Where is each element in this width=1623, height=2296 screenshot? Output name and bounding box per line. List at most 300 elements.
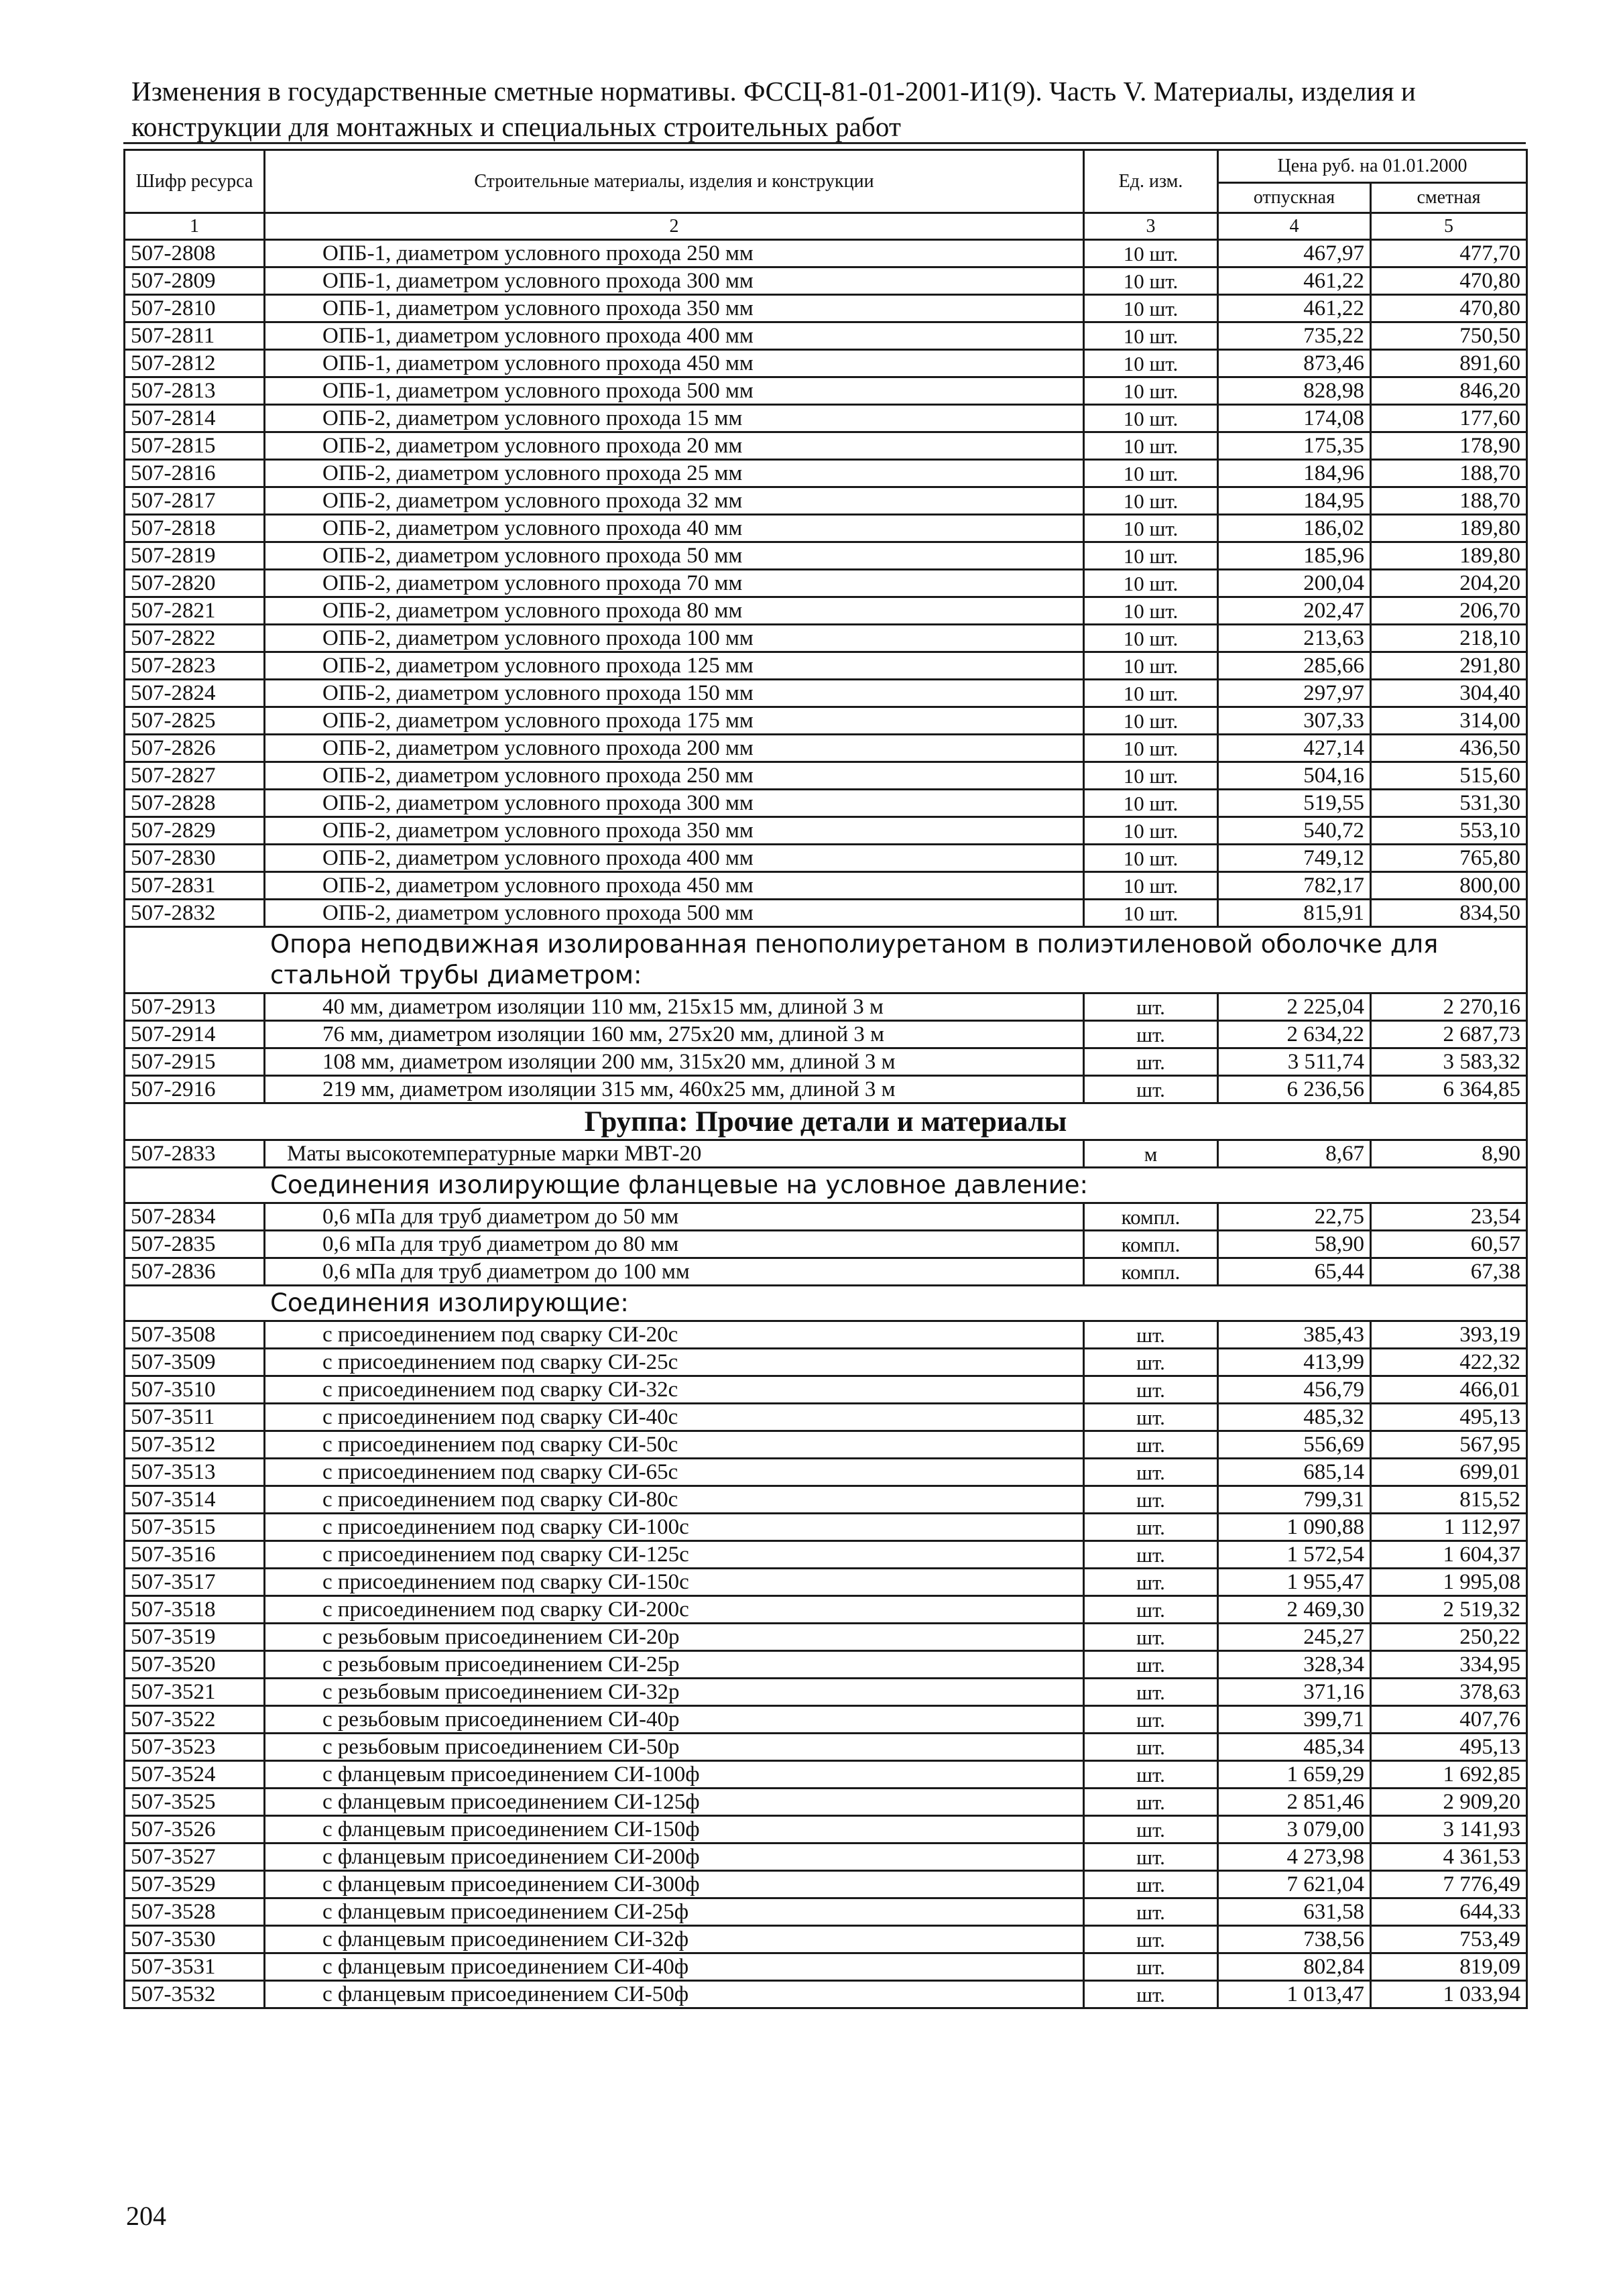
estimate-price: 189,80 (1371, 542, 1527, 570)
group-title: Группа: Прочие детали и материалы (125, 1103, 1527, 1140)
release-price: 6 236,56 (1218, 1076, 1371, 1103)
unit-of-measure: компл. (1084, 1231, 1218, 1258)
table-row (125, 322, 1527, 350)
release-price: 213,63 (1218, 625, 1371, 652)
material-name: с присоединением под сварку СИ-100с (265, 1514, 1084, 1541)
table-row (125, 350, 1527, 377)
estimate-price: 436,50 (1371, 735, 1527, 762)
table-row (125, 1541, 1527, 1569)
material-name: 0,6 мПа для труб диаметром до 50 мм (265, 1203, 1084, 1231)
resource-code: 507-2914 (125, 1021, 265, 1048)
resource-code: 507-2828 (125, 790, 265, 817)
table-row (125, 1258, 1527, 1286)
estimate-price: 189,80 (1371, 515, 1527, 542)
unit-of-measure: шт. (1084, 1898, 1218, 1926)
release-price: 371,16 (1218, 1679, 1371, 1706)
release-price: 4 273,98 (1218, 1844, 1371, 1871)
material-name: ОПБ-1, диаметром условного прохода 350 мм (265, 295, 1084, 322)
material-name: ОПБ-2, диаметром условного прохода 300 мм (265, 790, 1084, 817)
release-price: 467,97 (1218, 240, 1371, 267)
estimate-price: 470,80 (1371, 267, 1527, 295)
table-row (125, 597, 1527, 625)
table-row (125, 1926, 1527, 1953)
resource-code: 507-2811 (125, 322, 265, 350)
estimate-price: 1 033,94 (1371, 1981, 1527, 2008)
material-name: ОПБ-2, диаметром условного прохода 150 мм (265, 680, 1084, 707)
unit-of-measure: шт. (1084, 1021, 1218, 1048)
release-price: 184,96 (1218, 460, 1371, 487)
release-price: 413,99 (1218, 1349, 1371, 1376)
estimate-price: 177,60 (1371, 405, 1527, 432)
resource-code: 507-2808 (125, 240, 265, 267)
resource-code: 507-2915 (125, 1048, 265, 1076)
unit-of-measure: 10 шт. (1084, 790, 1218, 817)
unit-of-measure: 10 шт. (1084, 350, 1218, 377)
release-price: 519,55 (1218, 790, 1371, 817)
section-title-opora: Опора неподвижная изолированная пенополиуретаном в полиэтиленовой оболочке для стальной трубы диаметром: (125, 927, 1527, 993)
release-price: 3 079,00 (1218, 1816, 1371, 1844)
resource-code: 507-2823 (125, 652, 265, 680)
release-price: 631,58 (1218, 1898, 1371, 1926)
unit-of-measure: 10 шт. (1084, 597, 1218, 625)
resource-code: 507-3527 (125, 1844, 265, 1871)
estimate-price: 891,60 (1371, 350, 1527, 377)
release-price: 802,84 (1218, 1953, 1371, 1981)
table-row (125, 1898, 1527, 1926)
release-price: 185,96 (1218, 542, 1371, 570)
unit-of-measure: 10 шт. (1084, 817, 1218, 845)
release-price: 485,34 (1218, 1734, 1371, 1761)
resource-code: 507-2834 (125, 1203, 265, 1231)
release-price: 1 659,29 (1218, 1761, 1371, 1789)
resource-code: 507-3509 (125, 1349, 265, 1376)
release-price: 685,14 (1218, 1459, 1371, 1486)
resource-code: 507-2814 (125, 405, 265, 432)
release-price: 184,95 (1218, 487, 1371, 515)
table-row (125, 707, 1527, 735)
table-row (125, 1404, 1527, 1431)
estimate-price: 334,95 (1371, 1651, 1527, 1679)
table-row (125, 515, 1527, 542)
estimate-price: 6 364,85 (1371, 1076, 1527, 1103)
header-line-1: Изменения в государственные сметные нормативы. ФССЦ-81-01-2001-И1(9). Часть V. Материалы, изделия и (131, 76, 1416, 107)
estimate-price: 422,32 (1371, 1349, 1527, 1376)
material-name: 40 мм, диаметром изоляции 110 мм, 215х15 мм, длиной 3 м (265, 993, 1084, 1021)
release-price: 1 955,47 (1218, 1569, 1371, 1596)
resource-code: 507-3512 (125, 1431, 265, 1459)
unit-of-measure: шт. (1084, 1651, 1218, 1679)
table-row (125, 570, 1527, 597)
unit-of-measure: 10 шт. (1084, 570, 1218, 597)
unit-of-measure: 10 шт. (1084, 707, 1218, 735)
material-name: с фланцевым присоединением СИ-200ф (265, 1844, 1084, 1871)
release-price: 328,34 (1218, 1651, 1371, 1679)
resource-code: 507-2916 (125, 1076, 265, 1103)
material-name: с присоединением под сварку СИ-40с (265, 1404, 1084, 1431)
resource-code: 507-3510 (125, 1376, 265, 1404)
resource-code: 507-2815 (125, 432, 265, 460)
unit-of-measure: 10 шт. (1084, 652, 1218, 680)
unit-of-measure: шт. (1084, 1596, 1218, 1624)
resource-code: 507-2831 (125, 872, 265, 900)
unit-of-measure: 10 шт. (1084, 460, 1218, 487)
unit-of-measure: 10 шт. (1084, 405, 1218, 432)
unit-of-measure: шт. (1084, 1871, 1218, 1898)
header-name: Строительные материалы, изделия и конструкции (265, 150, 1084, 213)
material-name: с присоединением под сварку СИ-200с (265, 1596, 1084, 1624)
table-row (125, 1140, 1527, 1168)
material-name: ОПБ-2, диаметром условного прохода 15 мм (265, 405, 1084, 432)
estimate-price: 1 995,08 (1371, 1569, 1527, 1596)
estimate-price: 567,95 (1371, 1431, 1527, 1459)
unit-of-measure: шт. (1084, 1953, 1218, 1981)
estimate-price: 60,57 (1371, 1231, 1527, 1258)
material-name: ОПБ-2, диаметром условного прохода 20 мм (265, 432, 1084, 460)
header-price-release: отпускная (1218, 183, 1371, 213)
table-row (125, 487, 1527, 515)
estimate-price: 23,54 (1371, 1203, 1527, 1231)
material-name: с фланцевым присоединением СИ-300ф (265, 1871, 1084, 1898)
unit-of-measure: шт. (1084, 1404, 1218, 1431)
header-line-2: конструкции для монтажных и специальных строительных работ (131, 111, 902, 142)
table-row (125, 1981, 1527, 2008)
release-price: 175,35 (1218, 432, 1371, 460)
material-name: 0,6 мПа для труб диаметром до 80 мм (265, 1231, 1084, 1258)
material-name: с присоединением под сварку СИ-125с (265, 1541, 1084, 1569)
estimate-price: 2 687,73 (1371, 1021, 1527, 1048)
column-number: 2 (265, 213, 1084, 240)
table-row (125, 1021, 1527, 1048)
section-title-isolating: Соединения изолирующие: (125, 1286, 1527, 1321)
material-name: с фланцевым присоединением СИ-25ф (265, 1898, 1084, 1926)
estimate-price: 531,30 (1371, 790, 1527, 817)
table-row (125, 1624, 1527, 1651)
estimate-price: 495,13 (1371, 1404, 1527, 1431)
estimate-price: 765,80 (1371, 845, 1527, 872)
material-name: с фланцевым присоединением СИ-40ф (265, 1953, 1084, 1981)
unit-of-measure: шт. (1084, 1569, 1218, 1596)
table-row (125, 1514, 1527, 1541)
unit-of-measure: шт. (1084, 1431, 1218, 1459)
page-header (131, 74, 1522, 145)
unit-of-measure: шт. (1084, 1761, 1218, 1789)
material-name: ОПБ-2, диаметром условного прохода 70 мм (265, 570, 1084, 597)
release-price: 297,97 (1218, 680, 1371, 707)
release-price: 504,16 (1218, 762, 1371, 790)
table-row (125, 762, 1527, 790)
resource-code: 507-2821 (125, 597, 265, 625)
estimate-price: 378,63 (1371, 1679, 1527, 1706)
material-name: ОПБ-2, диаметром условного прохода 32 мм (265, 487, 1084, 515)
resource-code: 507-3514 (125, 1486, 265, 1514)
resource-code: 507-2825 (125, 707, 265, 735)
material-name: ОПБ-1, диаметром условного прохода 400 мм (265, 322, 1084, 350)
estimate-price: 819,09 (1371, 1953, 1527, 1981)
material-name: с резьбовым присоединением СИ-50р (265, 1734, 1084, 1761)
table-row (125, 432, 1527, 460)
estimate-price: 495,13 (1371, 1734, 1527, 1761)
estimate-price: 750,50 (1371, 322, 1527, 350)
material-name: ОПБ-2, диаметром условного прохода 25 мм (265, 460, 1084, 487)
release-price: 749,12 (1218, 845, 1371, 872)
estimate-price: 466,01 (1371, 1376, 1527, 1404)
material-name: с резьбовым присоединением СИ-25р (265, 1651, 1084, 1679)
resource-code: 507-3516 (125, 1541, 265, 1569)
estimate-price: 699,01 (1371, 1459, 1527, 1486)
release-price: 427,14 (1218, 735, 1371, 762)
material-name: ОПБ-2, диаметром условного прохода 125 мм (265, 652, 1084, 680)
resource-code: 507-3520 (125, 1651, 265, 1679)
estimate-price: 2 270,16 (1371, 993, 1527, 1021)
material-name: с фланцевым присоединением СИ-150ф (265, 1816, 1084, 1844)
header-price-estimate: сметная (1371, 183, 1527, 213)
table-row (125, 1376, 1527, 1404)
table-row (125, 1871, 1527, 1898)
estimate-price: 644,33 (1371, 1898, 1527, 1926)
material-name: ОПБ-2, диаметром условного прохода 500 мм (265, 900, 1084, 927)
section-title-flange: Соединения изолирующие фланцевые на условное давление: (125, 1168, 1527, 1203)
release-price: 202,47 (1218, 597, 1371, 625)
release-price: 1 572,54 (1218, 1541, 1371, 1569)
unit-of-measure: 10 шт. (1084, 625, 1218, 652)
material-name: ОПБ-2, диаметром условного прохода 100 мм (265, 625, 1084, 652)
material-name: с присоединением под сварку СИ-25с (265, 1349, 1084, 1376)
resource-code: 507-3530 (125, 1926, 265, 1953)
material-name: с присоединением под сварку СИ-20с (265, 1321, 1084, 1349)
unit-of-measure: 10 шт. (1084, 845, 1218, 872)
release-price: 2 225,04 (1218, 993, 1371, 1021)
material-name: ОПБ-2, диаметром условного прохода 40 мм (265, 515, 1084, 542)
column-number: 1 (125, 213, 265, 240)
estimate-price: 4 361,53 (1371, 1844, 1527, 1871)
table-row (125, 872, 1527, 900)
estimate-price: 178,90 (1371, 432, 1527, 460)
table-row (125, 1048, 1527, 1076)
price-table (123, 149, 1528, 2009)
estimate-price: 553,10 (1371, 817, 1527, 845)
release-price: 556,69 (1218, 1431, 1371, 1459)
resource-code: 507-3524 (125, 1761, 265, 1789)
unit-of-measure: компл. (1084, 1258, 1218, 1286)
unit-of-measure: шт. (1084, 1076, 1218, 1103)
unit-of-measure: 10 шт. (1084, 295, 1218, 322)
estimate-price: 1 112,97 (1371, 1514, 1527, 1541)
resource-code: 507-3515 (125, 1514, 265, 1541)
table-row (125, 295, 1527, 322)
release-price: 461,22 (1218, 295, 1371, 322)
material-name: с присоединением под сварку СИ-80с (265, 1486, 1084, 1514)
unit-of-measure: шт. (1084, 1734, 1218, 1761)
resource-code: 507-3532 (125, 1981, 265, 2008)
material-name: ОПБ-1, диаметром условного прохода 450 мм (265, 350, 1084, 377)
resource-code: 507-3513 (125, 1459, 265, 1486)
material-name: ОПБ-2, диаметром условного прохода 400 мм (265, 845, 1084, 872)
table-row (125, 1076, 1527, 1103)
release-price: 828,98 (1218, 377, 1371, 405)
table-row (125, 845, 1527, 872)
header-unit: Ед. изм. (1084, 150, 1218, 213)
unit-of-measure: м (1084, 1140, 1218, 1168)
table-row (125, 1761, 1527, 1789)
release-price: 22,75 (1218, 1203, 1371, 1231)
table-row (125, 240, 1527, 267)
unit-of-measure: шт. (1084, 1048, 1218, 1076)
resource-code: 507-2830 (125, 845, 265, 872)
unit-of-measure: 10 шт. (1084, 322, 1218, 350)
estimate-price: 815,52 (1371, 1486, 1527, 1514)
estimate-price: 2 519,32 (1371, 1596, 1527, 1624)
resource-code: 507-3526 (125, 1816, 265, 1844)
material-name: ОПБ-2, диаметром условного прохода 80 мм (265, 597, 1084, 625)
estimate-price: 291,80 (1371, 652, 1527, 680)
section-row (125, 1286, 1527, 1321)
release-price: 782,17 (1218, 872, 1371, 900)
release-price: 186,02 (1218, 515, 1371, 542)
material-name: ОПБ-2, диаметром условного прохода 250 мм (265, 762, 1084, 790)
estimate-price: 8,90 (1371, 1140, 1527, 1168)
material-name: ОПБ-2, диаметром условного прохода 200 мм (265, 735, 1084, 762)
table-row (125, 1569, 1527, 1596)
estimate-price: 407,76 (1371, 1706, 1527, 1734)
estimate-price: 2 909,20 (1371, 1789, 1527, 1816)
section-row (125, 927, 1527, 993)
estimate-price: 477,70 (1371, 240, 1527, 267)
resource-code: 507-2826 (125, 735, 265, 762)
unit-of-measure: шт. (1084, 1679, 1218, 1706)
header-rule (123, 142, 1526, 144)
release-price: 385,43 (1218, 1321, 1371, 1349)
release-price: 399,71 (1218, 1706, 1371, 1734)
unit-of-measure: 10 шт. (1084, 762, 1218, 790)
table-row (125, 817, 1527, 845)
estimate-price: 188,70 (1371, 487, 1527, 515)
release-price: 1 013,47 (1218, 1981, 1371, 2008)
table-row (125, 1953, 1527, 1981)
estimate-price: 204,20 (1371, 570, 1527, 597)
release-price: 65,44 (1218, 1258, 1371, 1286)
release-price: 3 511,74 (1218, 1048, 1371, 1076)
table-row (125, 460, 1527, 487)
header-price: Цена руб. на 01.01.2000 (1218, 150, 1527, 183)
table-row (125, 652, 1527, 680)
table-row (125, 1321, 1527, 1349)
unit-of-measure: 10 шт. (1084, 542, 1218, 570)
unit-of-measure: шт. (1084, 1459, 1218, 1486)
estimate-price: 206,70 (1371, 597, 1527, 625)
material-name: 219 мм, диаметром изоляции 315 мм, 460х25 мм, длиной 3 м (265, 1076, 1084, 1103)
resource-code: 507-2829 (125, 817, 265, 845)
resource-code: 507-2822 (125, 625, 265, 652)
resource-code: 507-2817 (125, 487, 265, 515)
table-row (125, 1349, 1527, 1376)
estimate-price: 304,40 (1371, 680, 1527, 707)
release-price: 7 621,04 (1218, 1871, 1371, 1898)
column-number: 5 (1371, 213, 1527, 240)
material-name: с резьбовым присоединением СИ-20р (265, 1624, 1084, 1651)
resource-code: 507-3529 (125, 1871, 265, 1898)
material-name: с присоединением под сварку СИ-65с (265, 1459, 1084, 1486)
release-price: 735,22 (1218, 322, 1371, 350)
material-name: с фланцевым присоединением СИ-100ф (265, 1761, 1084, 1789)
estimate-price: 515,60 (1371, 762, 1527, 790)
material-name: ОПБ-1, диаметром условного прохода 300 мм (265, 267, 1084, 295)
resource-code: 507-3525 (125, 1789, 265, 1816)
release-price: 58,90 (1218, 1231, 1371, 1258)
group-row (125, 1103, 1527, 1140)
unit-of-measure: компл. (1084, 1203, 1218, 1231)
resource-code: 507-2835 (125, 1231, 265, 1258)
unit-of-measure: шт. (1084, 1514, 1218, 1541)
table-row (125, 377, 1527, 405)
unit-of-measure: шт. (1084, 1624, 1218, 1651)
release-price: 873,46 (1218, 350, 1371, 377)
estimate-price: 7 776,49 (1371, 1871, 1527, 1898)
resource-code: 507-3531 (125, 1953, 265, 1981)
resource-code: 507-2913 (125, 993, 265, 1021)
resource-code: 507-2812 (125, 350, 265, 377)
resource-code: 507-2836 (125, 1258, 265, 1286)
unit-of-measure: шт. (1084, 1816, 1218, 1844)
unit-of-measure: шт. (1084, 993, 1218, 1021)
unit-of-measure: шт. (1084, 1706, 1218, 1734)
estimate-price: 3 141,93 (1371, 1816, 1527, 1844)
material-name: ОПБ-2, диаметром условного прохода 350 мм (265, 817, 1084, 845)
table-row (125, 1706, 1527, 1734)
table-row (125, 1734, 1527, 1761)
material-name: ОПБ-2, диаметром условного прохода 450 мм (265, 872, 1084, 900)
release-price: 200,04 (1218, 570, 1371, 597)
table-row (125, 1486, 1527, 1514)
section-row (125, 1168, 1527, 1203)
release-price: 174,08 (1218, 405, 1371, 432)
unit-of-measure: 10 шт. (1084, 487, 1218, 515)
release-price: 8,67 (1218, 1140, 1371, 1168)
release-price: 738,56 (1218, 1926, 1371, 1953)
estimate-price: 800,00 (1371, 872, 1527, 900)
resource-code: 507-3508 (125, 1321, 265, 1349)
table-row (125, 267, 1527, 295)
material-name: с фланцевым присоединением СИ-50ф (265, 1981, 1084, 2008)
resource-code: 507-2827 (125, 762, 265, 790)
unit-of-measure: 10 шт. (1084, 872, 1218, 900)
material-name: 0,6 мПа для труб диаметром до 100 мм (265, 1258, 1084, 1286)
resource-code: 507-3528 (125, 1898, 265, 1926)
release-price: 799,31 (1218, 1486, 1371, 1514)
resource-code: 507-2816 (125, 460, 265, 487)
table-row (125, 1844, 1527, 1871)
release-price: 540,72 (1218, 817, 1371, 845)
table-row (125, 1596, 1527, 1624)
table-header-row-1 (125, 150, 1527, 183)
column-number: 4 (1218, 213, 1371, 240)
material-name: с фланцевым присоединением СИ-32ф (265, 1926, 1084, 1953)
table-row (125, 1203, 1527, 1231)
estimate-price: 314,00 (1371, 707, 1527, 735)
estimate-price: 753,49 (1371, 1926, 1527, 1953)
unit-of-measure: шт. (1084, 1926, 1218, 1953)
table-row (125, 1431, 1527, 1459)
estimate-price: 218,10 (1371, 625, 1527, 652)
table-row (125, 1789, 1527, 1816)
page-number: 204 (126, 2201, 166, 2231)
resource-code: 507-2832 (125, 900, 265, 927)
table-row (125, 993, 1527, 1021)
material-name: ОПБ-1, диаметром условного прохода 250 мм (265, 240, 1084, 267)
material-name: с резьбовым присоединением СИ-40р (265, 1706, 1084, 1734)
material-name: ОПБ-1, диаметром условного прохода 500 мм (265, 377, 1084, 405)
material-name: ОПБ-2, диаметром условного прохода 50 мм (265, 542, 1084, 570)
unit-of-measure: 10 шт. (1084, 240, 1218, 267)
